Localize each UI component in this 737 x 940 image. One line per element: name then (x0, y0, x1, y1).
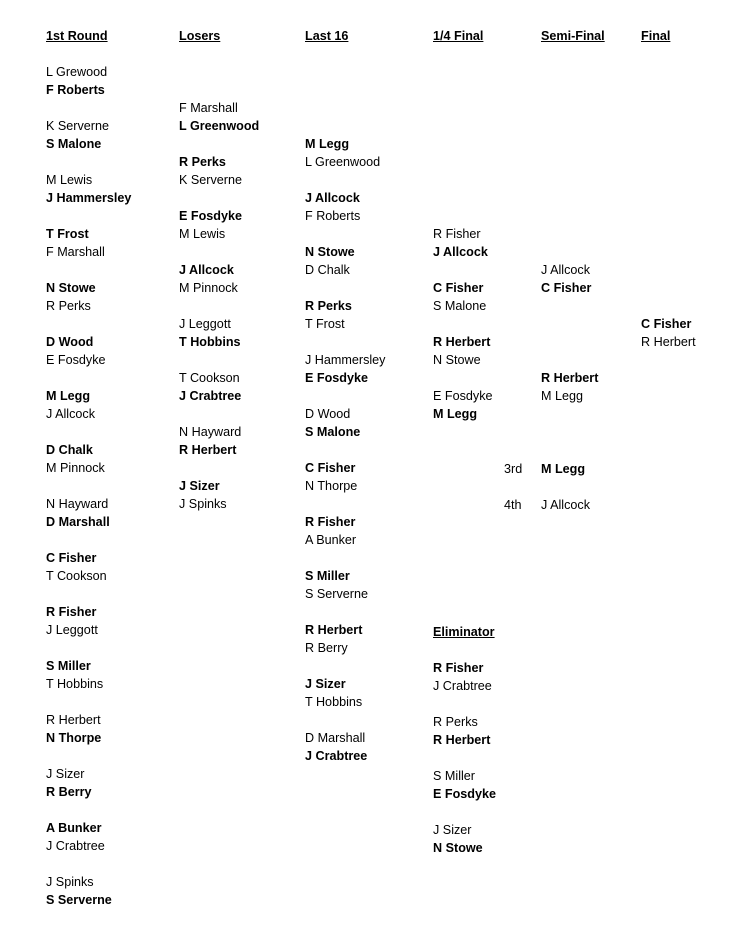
round1-player: M Legg (46, 389, 91, 403)
eliminator-player: J Crabtree (433, 679, 492, 693)
losers-player: E Fosdyke (179, 209, 242, 223)
round1-player: F Marshall (46, 245, 105, 259)
last16-player: D Wood (305, 407, 351, 421)
quarter-final-player: C Fisher (433, 281, 484, 295)
quarter-final-player: R Herbert (433, 335, 491, 349)
placing-player: J Allcock (541, 498, 590, 512)
last16-player: R Herbert (305, 623, 363, 637)
round1-player: M Pinnock (46, 461, 105, 475)
last16-player: E Fosdyke (305, 371, 368, 385)
placing-player: M Legg (541, 462, 586, 476)
round1-player: J Allcock (46, 407, 95, 421)
eliminator-player: R Fisher (433, 661, 484, 675)
placing-label: 3rd (504, 462, 523, 476)
quarter-final-player: E Fosdyke (433, 389, 493, 403)
round1-player: D Chalk (46, 443, 93, 457)
round1-player: J Crabtree (46, 839, 105, 853)
quarter-final-player: M Legg (433, 407, 478, 421)
losers-player: R Perks (179, 155, 226, 169)
semi-final-player: M Legg (541, 389, 584, 403)
round1-player: L Grewood (46, 65, 108, 79)
quarter-final-player: S Malone (433, 299, 487, 313)
header-semi-final: Semi-Final (541, 29, 605, 43)
round1-player: N Stowe (46, 281, 96, 295)
losers-player: J Leggott (179, 317, 231, 331)
last16-player: J Crabtree (305, 749, 368, 763)
last16-player: A Bunker (305, 533, 357, 547)
round1-player: F Roberts (46, 83, 105, 97)
losers-player: J Sizer (179, 479, 220, 493)
last16-player: N Stowe (305, 245, 355, 259)
round1-player: M Lewis (46, 173, 93, 187)
last16-player: S Miller (305, 569, 350, 583)
round1-player: N Hayward (46, 497, 109, 511)
last16-player: D Chalk (305, 263, 350, 277)
round1-player: J Sizer (46, 767, 85, 781)
last16-player: N Thorpe (305, 479, 358, 493)
losers-player: K Serverne (179, 173, 242, 187)
last16-player: F Roberts (305, 209, 361, 223)
losers-player: L Greenwood (179, 119, 260, 133)
header-losers: Losers (179, 29, 221, 43)
round1-player: J Hammersley (46, 191, 132, 205)
round1-player: R Fisher (46, 605, 97, 619)
eliminator-player: E Fosdyke (433, 787, 496, 801)
eliminator-player: J Sizer (433, 823, 472, 837)
last16-player: S Malone (305, 425, 361, 439)
header-eliminator: Eliminator (433, 625, 495, 639)
round1-player: T Hobbins (46, 677, 104, 691)
round1-player: J Leggott (46, 623, 98, 637)
round1-player: T Cookson (46, 569, 107, 583)
last16-player: J Hammersley (305, 353, 386, 367)
header-quarter-final: 1/4 Final (433, 29, 484, 43)
round1-player: T Frost (46, 227, 89, 241)
round1-player: N Thorpe (46, 731, 102, 745)
losers-player: F Marshall (179, 101, 238, 115)
losers-player: J Allcock (179, 263, 234, 277)
round1-player: D Marshall (46, 515, 110, 529)
round1-player: R Perks (46, 299, 91, 313)
semi-final-player: R Herbert (541, 371, 599, 385)
quarter-final-player: N Stowe (433, 353, 481, 367)
round1-player: R Herbert (46, 713, 101, 727)
last16-player: R Fisher (305, 515, 356, 529)
round1-player: A Bunker (46, 821, 102, 835)
last16-player: T Hobbins (305, 695, 363, 709)
round1-player: K Serverne (46, 119, 109, 133)
round1-player: C Fisher (46, 551, 97, 565)
last16-player: J Sizer (305, 677, 346, 691)
round1-player: S Malone (46, 137, 102, 151)
round1-player: E Fosdyke (46, 353, 106, 367)
last16-player: D Marshall (305, 731, 366, 745)
last16-player: J Allcock (305, 191, 360, 205)
round1-player: R Berry (46, 785, 92, 799)
losers-player: J Spinks (179, 497, 227, 511)
semi-final-player: J Allcock (541, 263, 590, 277)
last16-player: T Frost (305, 317, 345, 331)
eliminator-player: S Miller (433, 769, 475, 783)
losers-player: R Herbert (179, 443, 237, 457)
last16-player: C Fisher (305, 461, 356, 475)
round1-player: S Miller (46, 659, 91, 673)
round1-player: S Serverne (46, 893, 112, 907)
header-last-16: Last 16 (305, 29, 349, 43)
final-player: R Herbert (641, 335, 696, 349)
final-player: C Fisher (641, 317, 692, 331)
losers-player: N Hayward (179, 425, 242, 439)
last16-player: M Legg (305, 137, 350, 151)
header-final: Final (641, 29, 671, 43)
losers-player: M Lewis (179, 227, 226, 241)
losers-player: T Hobbins (179, 335, 241, 349)
round1-player: D Wood (46, 335, 94, 349)
losers-player: J Crabtree (179, 389, 242, 403)
eliminator-player: R Herbert (433, 733, 491, 747)
quarter-final-player: R Fisher (433, 227, 481, 241)
placing-label: 4th (504, 498, 522, 512)
last16-player: L Greenwood (305, 155, 381, 169)
eliminator-player: R Perks (433, 715, 478, 729)
eliminator-player: N Stowe (433, 841, 483, 855)
losers-player: M Pinnock (179, 281, 238, 295)
round1-player: J Spinks (46, 875, 94, 889)
last16-player: S Serverne (305, 587, 368, 601)
losers-player: T Cookson (179, 371, 240, 385)
last16-player: R Berry (305, 641, 348, 655)
header-1st-round: 1st Round (46, 29, 108, 43)
last16-player: R Perks (305, 299, 352, 313)
semi-final-player: C Fisher (541, 281, 592, 295)
quarter-final-player: J Allcock (433, 245, 488, 259)
